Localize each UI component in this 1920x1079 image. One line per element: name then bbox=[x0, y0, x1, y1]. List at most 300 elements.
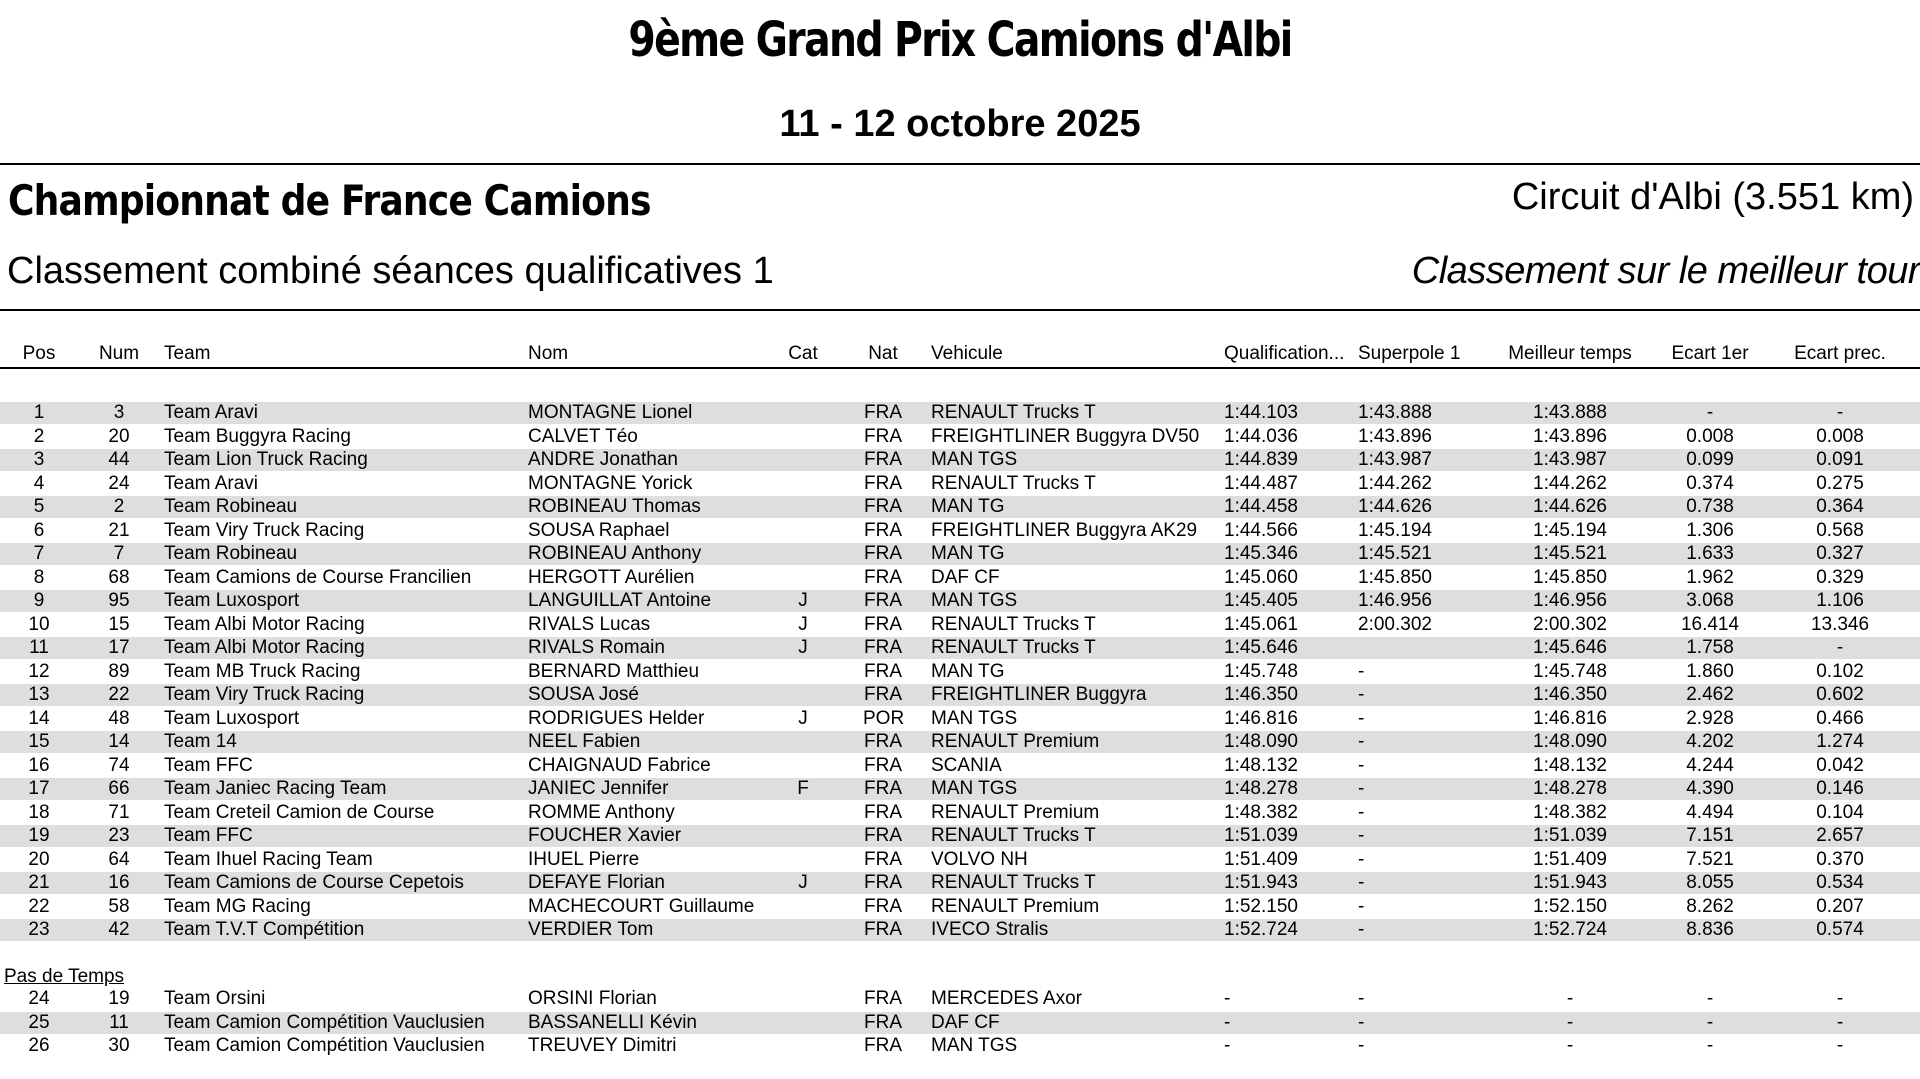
cell-nat: POR bbox=[863, 707, 905, 729]
cell-vehicule: FREIGHTLINER Buggyra bbox=[931, 684, 1147, 705]
cell-superpole: - bbox=[1358, 825, 1365, 846]
col-qualification-header: Qualification... bbox=[1224, 343, 1345, 364]
cell-ecartprec: - bbox=[1836, 1011, 1844, 1033]
table-row bbox=[0, 496, 1920, 518]
cell-team: Team 14 bbox=[164, 731, 237, 752]
cell-ecartprec: 0.370 bbox=[1816, 848, 1864, 870]
cell-team: Team Orsini bbox=[164, 988, 266, 1009]
cell-vehicule: MERCEDES Axor bbox=[931, 988, 1082, 1009]
cell-ecartprec: 0.574 bbox=[1816, 919, 1864, 940]
cell-team: Team Janiec Racing Team bbox=[164, 778, 387, 799]
cell-nat: FRA bbox=[864, 801, 902, 823]
cell-nom: JANIEC Jennifer bbox=[528, 778, 669, 799]
cell-meilleur: - bbox=[1566, 988, 1574, 1009]
cell-pos: 21 bbox=[28, 872, 50, 893]
cell-nom: BERNARD Matthieu bbox=[528, 660, 700, 682]
cell-vehicule: RENAULT Premium bbox=[931, 895, 1100, 917]
cell-meilleur: - bbox=[1566, 1035, 1574, 1056]
cell-ecartprec: 0.534 bbox=[1816, 872, 1864, 893]
table-row bbox=[0, 778, 1920, 800]
cell-pos: 11 bbox=[29, 637, 49, 658]
cell-ecart1: 7.151 bbox=[1686, 825, 1734, 846]
cell-num: 71 bbox=[108, 801, 130, 823]
cell-pos: 13 bbox=[28, 684, 50, 705]
cell-num: 7 bbox=[113, 543, 125, 564]
cell-meilleur: 1:44.626 bbox=[1533, 496, 1607, 517]
divider-middle bbox=[0, 309, 1920, 311]
cell-nom: DEFAYE Florian bbox=[528, 872, 665, 893]
cell-num: 19 bbox=[108, 988, 130, 1009]
cell-pos: 17 bbox=[28, 778, 50, 799]
cell-nom: RODRIGUES Helder bbox=[528, 707, 705, 729]
cell-meilleur: 1:52.724 bbox=[1533, 919, 1607, 940]
cell-num: 68 bbox=[108, 566, 130, 588]
cell-ecart1: - bbox=[1706, 1011, 1714, 1033]
cell-nat: FRA bbox=[864, 988, 902, 1009]
ranking-basis: Classement sur le meilleur tour bbox=[1411, 250, 1920, 292]
table-row bbox=[0, 1012, 1920, 1034]
cell-ecart1: 0.374 bbox=[1686, 472, 1734, 494]
table-row bbox=[0, 1035, 1920, 1057]
cell-superpole: - bbox=[1358, 707, 1365, 729]
cell-pos: 19 bbox=[28, 825, 50, 846]
cell-team: Team Creteil Camion de Course bbox=[164, 801, 435, 823]
cell-qualif: 1:44.103 bbox=[1224, 402, 1298, 423]
cell-superpole: - bbox=[1358, 919, 1365, 940]
cell-qualif: 1:44.458 bbox=[1224, 496, 1298, 517]
cell-ecartprec: 1.106 bbox=[1816, 590, 1864, 611]
cell-num: 21 bbox=[108, 519, 130, 541]
cell-superpole: - bbox=[1358, 801, 1365, 823]
cell-nom: MACHECOURT Guillaume bbox=[528, 895, 755, 917]
cell-ecart1: - bbox=[1706, 1035, 1714, 1056]
cell-ecartprec: - bbox=[1836, 402, 1844, 423]
cell-nom: MONTAGNE Yorick bbox=[528, 472, 693, 494]
cell-pos: 22 bbox=[28, 895, 50, 917]
table-row bbox=[0, 802, 1920, 824]
cell-vehicule: MAN TGS bbox=[931, 449, 1018, 470]
cell-qualif: 1:48.090 bbox=[1224, 731, 1298, 752]
cell-vehicule: MAN TGS bbox=[931, 778, 1018, 799]
cell-vehicule: RENAULT Premium bbox=[931, 801, 1100, 823]
cell-ecart1: 1.758 bbox=[1686, 637, 1734, 658]
cell-ecart1: 8.262 bbox=[1686, 895, 1734, 917]
cell-pos: 18 bbox=[28, 801, 50, 823]
cell-ecart1: 4.202 bbox=[1686, 731, 1734, 752]
cell-team: Team Camion Compétition Vauclusien bbox=[164, 1011, 485, 1033]
cell-superpole: - bbox=[1358, 848, 1365, 870]
cell-qualif: 1:45.646 bbox=[1224, 637, 1298, 658]
cell-superpole: 1:44.626 bbox=[1358, 496, 1432, 517]
cell-nat: FRA bbox=[864, 778, 902, 799]
cell-nat: FRA bbox=[864, 1035, 902, 1056]
cell-ecart1: 4.494 bbox=[1686, 801, 1734, 823]
cell-nat: FRA bbox=[864, 637, 902, 658]
cell-num: 58 bbox=[108, 895, 130, 917]
cell-qualif: - bbox=[1224, 1011, 1231, 1033]
cell-ecart1: 1.306 bbox=[1686, 519, 1734, 541]
table-row bbox=[0, 426, 1920, 448]
cell-qualif: 1:44.036 bbox=[1224, 425, 1298, 447]
cell-qualif: 1:51.409 bbox=[1224, 848, 1298, 870]
cell-meilleur: 1:45.748 bbox=[1533, 660, 1607, 682]
cell-meilleur: 2:00.302 bbox=[1533, 613, 1607, 635]
col-superpole-header: Superpole 1 bbox=[1358, 343, 1461, 364]
cell-ecartprec: 0.042 bbox=[1816, 754, 1864, 776]
cell-qualif: 1:52.724 bbox=[1224, 919, 1298, 940]
cell-ecartprec: 0.104 bbox=[1816, 801, 1864, 823]
cell-superpole: - bbox=[1358, 988, 1365, 1009]
cell-pos: 5 bbox=[33, 496, 45, 517]
cell-num: 44 bbox=[108, 449, 130, 470]
cell-num: 22 bbox=[108, 684, 130, 705]
cell-num: 14 bbox=[108, 731, 130, 752]
cell-nat: FRA bbox=[864, 472, 902, 494]
cell-ecart1: 8.836 bbox=[1686, 919, 1734, 940]
cell-superpole: 1:43.888 bbox=[1358, 402, 1432, 423]
cell-ecartprec: 0.146 bbox=[1816, 778, 1864, 799]
cell-qualif: 1:44.839 bbox=[1224, 449, 1298, 470]
table-row bbox=[0, 402, 1920, 424]
cell-qualif: 1:48.382 bbox=[1224, 801, 1298, 823]
col-ecartprec-header: Ecart prec. bbox=[1794, 343, 1886, 364]
cell-num: 95 bbox=[108, 590, 130, 611]
cell-superpole: - bbox=[1358, 1035, 1365, 1056]
cell-vehicule: MAN TG bbox=[931, 660, 1005, 682]
cell-qualif: 1:48.132 bbox=[1224, 754, 1298, 776]
cell-superpole: - bbox=[1358, 895, 1365, 917]
cell-superpole: 1:44.262 bbox=[1358, 472, 1432, 494]
cell-team: Team MB Truck Racing bbox=[164, 660, 361, 682]
cell-meilleur: - bbox=[1566, 1011, 1574, 1033]
cell-superpole: 1:45.194 bbox=[1358, 519, 1432, 541]
cell-superpole: - bbox=[1358, 1011, 1365, 1033]
cell-meilleur: 1:52.150 bbox=[1533, 895, 1607, 917]
cell-vehicule: IVECO Stralis bbox=[931, 919, 1049, 940]
cell-ecartprec: 0.327 bbox=[1816, 543, 1864, 564]
cell-ecart1: 0.099 bbox=[1686, 449, 1734, 470]
cell-team: Team Albi Motor Racing bbox=[164, 637, 365, 658]
cell-team: Team FFC bbox=[164, 825, 253, 846]
cell-team: Team Buggyra Racing bbox=[164, 425, 351, 447]
cell-nat: FRA bbox=[864, 731, 902, 752]
cell-nat: FRA bbox=[864, 754, 902, 776]
cell-pos: 23 bbox=[28, 919, 50, 940]
cell-num: 23 bbox=[108, 825, 130, 846]
col-team-header: Team bbox=[164, 343, 211, 364]
event-title: 9ème Grand Prix Camions d'Albi bbox=[628, 12, 1292, 68]
cell-pos: 24 bbox=[28, 988, 50, 1009]
cell-pos: 12 bbox=[28, 660, 50, 682]
cell-superpole: - bbox=[1358, 731, 1365, 752]
cell-team: Team Viry Truck Racing bbox=[164, 519, 365, 541]
cell-qualif: - bbox=[1224, 1035, 1231, 1056]
col-meilleur-header: Meilleur temps bbox=[1508, 343, 1632, 364]
cell-qualif: 1:46.350 bbox=[1224, 684, 1298, 705]
cell-team: Team Robineau bbox=[164, 543, 298, 564]
cell-ecart1: 0.738 bbox=[1686, 496, 1734, 517]
cell-nat: FRA bbox=[864, 660, 902, 682]
cell-team: Team MG Racing bbox=[164, 895, 311, 917]
cell-nat: FRA bbox=[864, 825, 902, 846]
cell-team: Team Camions de Course Cepetois bbox=[164, 872, 464, 893]
cell-ecart1: 7.521 bbox=[1686, 848, 1734, 870]
cell-ecartprec: 0.275 bbox=[1816, 472, 1864, 494]
cell-meilleur: 1:46.350 bbox=[1533, 684, 1607, 705]
cell-ecart1: 8.055 bbox=[1686, 872, 1734, 893]
cell-team: Team Robineau bbox=[164, 496, 298, 517]
cell-meilleur: 1:44.262 bbox=[1533, 472, 1607, 494]
cell-meilleur: 1:45.521 bbox=[1533, 543, 1607, 564]
cell-cat: F bbox=[797, 778, 809, 799]
cell-nat: FRA bbox=[864, 1011, 902, 1033]
cell-pos: 9 bbox=[33, 590, 45, 611]
col-nat-header: Nat bbox=[868, 343, 898, 364]
session-title: Classement combiné séances qualificatives 1 bbox=[7, 250, 774, 292]
cell-superpole: - bbox=[1358, 872, 1365, 893]
col-cat-header: Cat bbox=[788, 343, 818, 364]
cell-ecartprec: - bbox=[1836, 988, 1844, 1009]
divider-header bbox=[0, 367, 1920, 369]
cell-qualif: 1:45.405 bbox=[1224, 590, 1298, 611]
cell-vehicule: DAF CF bbox=[931, 1011, 1000, 1033]
cell-team: Team Aravi bbox=[164, 472, 258, 494]
cell-ecartprec: 0.207 bbox=[1816, 895, 1864, 917]
cell-vehicule: DAF CF bbox=[931, 566, 1000, 588]
cell-nom: TREUVEY Dimitri bbox=[528, 1035, 677, 1056]
cell-nom: IHUEL Pierre bbox=[528, 848, 640, 870]
cell-num: 30 bbox=[108, 1035, 130, 1056]
cell-ecartprec: 0.364 bbox=[1816, 496, 1864, 517]
table-row bbox=[0, 988, 1920, 1010]
cell-vehicule: MAN TGS bbox=[931, 1035, 1018, 1056]
cell-qualif: - bbox=[1224, 988, 1231, 1009]
cell-num: 66 bbox=[108, 778, 130, 799]
cell-meilleur: 1:51.409 bbox=[1533, 848, 1607, 870]
cell-nom: MONTAGNE Lionel bbox=[528, 402, 693, 423]
cell-vehicule: RENAULT Trucks T bbox=[931, 472, 1096, 494]
cell-ecartprec: - bbox=[1836, 637, 1844, 658]
cell-pos: 3 bbox=[33, 449, 45, 470]
cell-num: 20 bbox=[108, 425, 130, 447]
cell-pos: 2 bbox=[33, 425, 45, 447]
cell-vehicule: MAN TG bbox=[931, 543, 1005, 564]
cell-pos: 20 bbox=[28, 848, 50, 870]
championship-title: Championnat de France Camions bbox=[8, 176, 651, 225]
cell-cat: J bbox=[798, 637, 808, 658]
cell-superpole: 1:43.987 bbox=[1358, 449, 1432, 470]
table-row bbox=[0, 896, 1920, 918]
cell-vehicule: MAN TGS bbox=[931, 590, 1018, 611]
cell-ecart1: 4.390 bbox=[1686, 778, 1734, 799]
cell-nom: ROBINEAU Thomas bbox=[528, 496, 701, 517]
divider-top bbox=[0, 163, 1920, 165]
cell-nat: FRA bbox=[864, 684, 902, 705]
cell-qualif: 1:44.487 bbox=[1224, 472, 1298, 494]
cell-pos: 25 bbox=[28, 1011, 50, 1033]
cell-ecart1: 2.462 bbox=[1686, 684, 1734, 705]
table-row bbox=[0, 755, 1920, 777]
cell-num: 89 bbox=[108, 660, 130, 682]
cell-pos: 26 bbox=[28, 1035, 50, 1056]
cell-pos: 7 bbox=[33, 543, 45, 564]
no-time-label: Pas de Temps bbox=[4, 966, 125, 987]
cell-nom: CALVET Téo bbox=[528, 425, 638, 447]
cell-team: Team Luxosport bbox=[164, 590, 300, 611]
cell-team: Team T.V.T Compétition bbox=[164, 919, 365, 940]
cell-nat: FRA bbox=[864, 402, 902, 423]
cell-pos: 14 bbox=[28, 707, 50, 729]
cell-ecartprec: 0.602 bbox=[1816, 684, 1864, 705]
table-row bbox=[0, 708, 1920, 730]
cell-nom: VERDIER Tom bbox=[528, 919, 654, 940]
col-nom-header: Nom bbox=[528, 343, 569, 364]
col-pos-header: Pos bbox=[22, 343, 56, 364]
cell-meilleur: 1:45.850 bbox=[1533, 566, 1607, 588]
cell-qualif: 1:44.566 bbox=[1224, 519, 1298, 541]
cell-cat: J bbox=[798, 707, 808, 729]
cell-ecartprec: 1.274 bbox=[1816, 731, 1864, 752]
cell-team: Team Albi Motor Racing bbox=[164, 613, 365, 635]
cell-ecartprec: 0.466 bbox=[1816, 707, 1864, 729]
cell-nom: ANDRE Jonathan bbox=[528, 449, 678, 470]
cell-team: Team Aravi bbox=[164, 402, 258, 423]
cell-ecartprec: 0.102 bbox=[1816, 660, 1864, 682]
cell-nom: SOUSA Raphael bbox=[528, 519, 670, 541]
cell-vehicule: RENAULT Trucks T bbox=[931, 637, 1096, 658]
cell-team: Team Lion Truck Racing bbox=[164, 449, 368, 470]
cell-ecartprec: - bbox=[1836, 1035, 1844, 1056]
cell-ecartprec: 0.329 bbox=[1816, 566, 1864, 588]
cell-vehicule: SCANIA bbox=[931, 754, 1002, 776]
table-row bbox=[0, 614, 1920, 636]
cell-ecart1: - bbox=[1706, 988, 1714, 1009]
cell-ecartprec: 0.568 bbox=[1816, 519, 1864, 541]
cell-pos: 16 bbox=[28, 754, 50, 776]
cell-meilleur: 1:51.039 bbox=[1533, 825, 1607, 846]
cell-nat: FRA bbox=[864, 519, 902, 541]
cell-pos: 8 bbox=[33, 566, 45, 588]
cell-meilleur: 1:48.382 bbox=[1533, 801, 1607, 823]
cell-num: 48 bbox=[108, 707, 130, 729]
cell-meilleur: 1:51.943 bbox=[1533, 872, 1607, 893]
cell-num: 2 bbox=[113, 496, 125, 517]
cell-qualif: 1:51.039 bbox=[1224, 825, 1298, 846]
cell-nat: FRA bbox=[864, 543, 902, 564]
cell-nom: RIVALS Romain bbox=[528, 637, 665, 658]
table-row bbox=[0, 590, 1920, 612]
cell-nat: FRA bbox=[864, 919, 902, 940]
cell-superpole: 1:43.896 bbox=[1358, 425, 1432, 447]
cell-qualif: 1:51.943 bbox=[1224, 872, 1298, 893]
cell-meilleur: 1:48.090 bbox=[1533, 731, 1607, 752]
cell-ecart1: 1.962 bbox=[1686, 566, 1734, 588]
cell-team: Team FFC bbox=[164, 754, 253, 776]
cell-num: 42 bbox=[108, 919, 130, 940]
table-row bbox=[0, 473, 1920, 495]
cell-num: 3 bbox=[113, 402, 125, 423]
cell-vehicule: RENAULT Trucks T bbox=[931, 872, 1096, 893]
cell-meilleur: 1:46.816 bbox=[1533, 707, 1607, 729]
table-row bbox=[0, 661, 1920, 683]
cell-nat: FRA bbox=[864, 895, 902, 917]
cell-vehicule: RENAULT Trucks T bbox=[931, 825, 1096, 846]
cell-nat: FRA bbox=[864, 496, 902, 517]
cell-nat: FRA bbox=[864, 566, 902, 588]
cell-ecart1: 0.008 bbox=[1686, 425, 1734, 447]
cell-ecartprec: 0.091 bbox=[1816, 449, 1864, 470]
table-row bbox=[0, 567, 1920, 589]
cell-ecartprec: 13.346 bbox=[1810, 613, 1870, 635]
cell-ecart1: - bbox=[1706, 402, 1714, 423]
cell-num: 24 bbox=[108, 472, 130, 494]
cell-superpole: - bbox=[1358, 684, 1365, 705]
cell-superpole: 2:00.302 bbox=[1358, 613, 1432, 635]
cell-vehicule: MAN TGS bbox=[931, 707, 1018, 729]
cell-superpole: 1:46.956 bbox=[1358, 590, 1432, 611]
cell-vehicule: MAN TG bbox=[931, 496, 1005, 517]
cell-ecart1: 3.068 bbox=[1686, 590, 1734, 611]
cell-meilleur: 1:45.646 bbox=[1533, 637, 1607, 658]
cell-vehicule: RENAULT Trucks T bbox=[931, 402, 1096, 423]
cell-num: 11 bbox=[109, 1011, 129, 1033]
table-row bbox=[0, 731, 1920, 753]
cell-num: 17 bbox=[108, 637, 130, 658]
cell-nom: LANGUILLAT Antoine bbox=[528, 590, 712, 611]
cell-num: 15 bbox=[108, 613, 130, 635]
cell-qualif: 1:45.346 bbox=[1224, 543, 1298, 564]
cell-nat: FRA bbox=[864, 590, 902, 611]
cell-nom: RIVALS Lucas bbox=[528, 613, 651, 635]
cell-pos: 6 bbox=[33, 519, 45, 541]
table-row bbox=[0, 543, 1920, 565]
cell-ecart1: 4.244 bbox=[1686, 754, 1734, 776]
cell-superpole: - bbox=[1358, 778, 1365, 799]
cell-ecart1: 16.414 bbox=[1680, 613, 1740, 635]
cell-vehicule: VOLVO NH bbox=[931, 848, 1028, 870]
circuit-label: Circuit d'Albi (3.551 km) bbox=[1511, 176, 1914, 218]
table-row bbox=[0, 684, 1920, 706]
cell-vehicule: FREIGHTLINER Buggyra DV50 bbox=[931, 425, 1200, 447]
cell-meilleur: 1:48.132 bbox=[1533, 754, 1607, 776]
col-ecart1-header: Ecart 1er bbox=[1671, 343, 1749, 364]
cell-nat: FRA bbox=[864, 425, 902, 447]
cell-superpole: - bbox=[1358, 754, 1365, 776]
cell-team: Team Camion Compétition Vauclusien bbox=[164, 1035, 485, 1056]
cell-nat: FRA bbox=[864, 613, 902, 635]
cell-team: Team Camions de Course Francilien bbox=[164, 566, 472, 588]
cell-meilleur: 1:48.278 bbox=[1533, 778, 1607, 799]
table-row bbox=[0, 520, 1920, 542]
table-row bbox=[0, 872, 1920, 894]
cell-nom: FOUCHER Xavier bbox=[528, 825, 682, 846]
cell-meilleur: 1:43.896 bbox=[1533, 425, 1607, 447]
cell-qualif: 1:45.748 bbox=[1224, 660, 1298, 682]
col-vehicule-header: Vehicule bbox=[931, 343, 1003, 364]
cell-nat: FRA bbox=[864, 848, 902, 870]
table-row bbox=[0, 637, 1920, 659]
cell-cat: J bbox=[798, 872, 808, 893]
table-row bbox=[0, 825, 1920, 847]
cell-superpole: 1:45.850 bbox=[1358, 566, 1432, 588]
cell-qualif: 1:52.150 bbox=[1224, 895, 1298, 917]
cell-cat: J bbox=[798, 590, 808, 611]
cell-num: 74 bbox=[108, 754, 130, 776]
cell-num: 16 bbox=[108, 872, 130, 893]
cell-nom: ROBINEAU Anthony bbox=[528, 543, 702, 564]
cell-team: Team Luxosport bbox=[164, 707, 300, 729]
cell-qualif: 1:46.816 bbox=[1224, 707, 1298, 729]
